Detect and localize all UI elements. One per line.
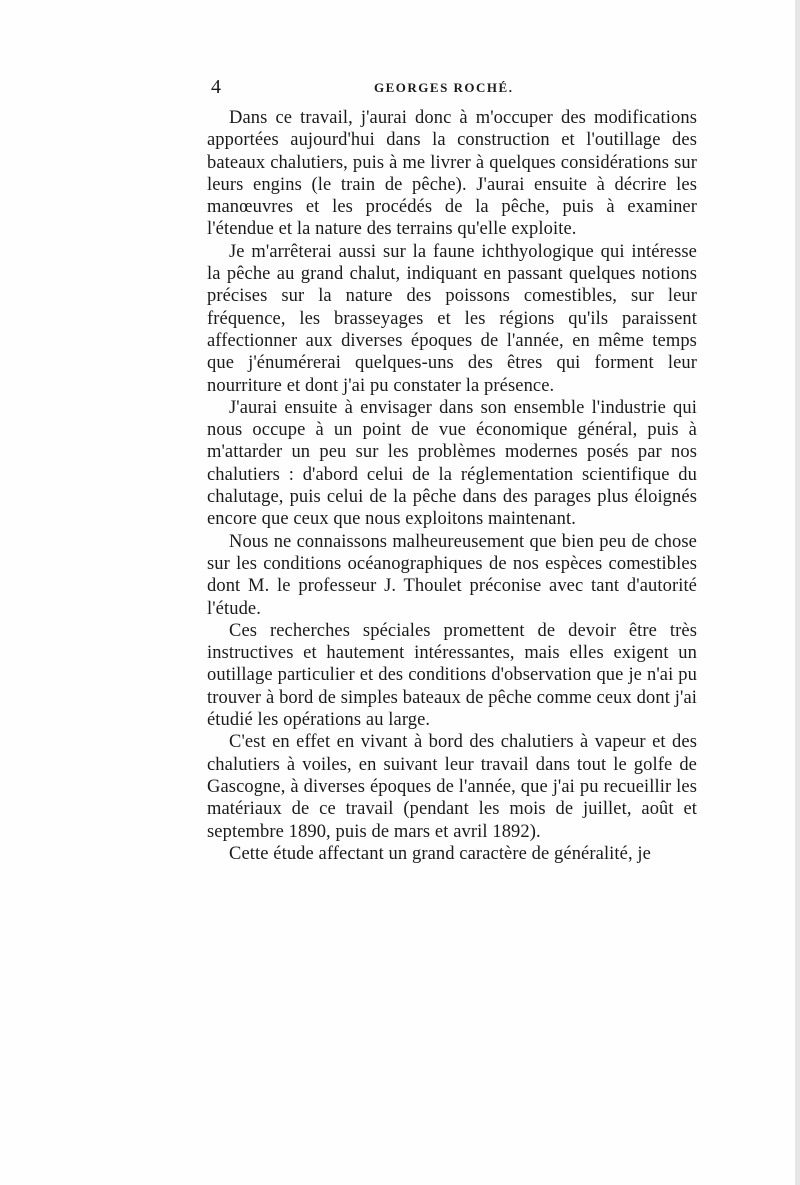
paragraph-4: Nous ne connaissons malheureusement que bien peu de chose sur les conditions océanographiques de nos espèces comestibles dont M. le professeur J. Thoulet préconise avec tant d'autorité l'étude. bbox=[207, 531, 697, 619]
paragraph-1: Dans ce travail, j'aurai donc à m'occuper des modifications apportées aujourd'hui dans la construction et l'outillage des bateaux chalutiers, puis à me livrer à quelques considérations sur leurs engins (le train de pêche). J'aurai ensuite à décrire les manœuvres et les procédés de la pêche, puis à examiner l'étendue et la nature des terrains qu'elle exploite. bbox=[207, 108, 697, 240]
paragraph-6: C'est en effet en vivant à bord des chalutiers à vapeur et des chalutiers à voiles, en suivant leur travail dans tout le golfe de Gascogne, à diverses époques de l'année, que j'ai pu recueillir les matériaux de ce travail (pendant les mois de juillet, août et septembre 1890, puis de mars et avril 1892). bbox=[207, 732, 697, 842]
page-header bbox=[207, 75, 707, 99]
paragraph-7: Cette étude affectant un grand caractère de généralité, je bbox=[229, 843, 651, 864]
paragraph-5: Ces recherches spéciales promettent de devoir être très instructives et hautement intéressantes, mais elles exigent un outillage particulier et des conditions d'observation que je n'ai pu trouver à bord de simples bateaux de pêche comme ceux dont j'ai étudié les opérations au large. bbox=[207, 620, 697, 731]
page-edge-shadow bbox=[795, 0, 800, 1185]
paragraph-2: Je m'arrêterai aussi sur la faune ichthyologique qui intéresse la pêche au grand chalut, indiquant en passant quelques notions précises sur la nature des poissons comestibles, sur leur fréquence, les brasseyages et les régions qu'ils paraissent affectionner aux diverses époques de l'année, en même temps que j'énumérerai quelques-uns des êtres qui forment leur nourriture et dont j'ai pu constater la présence. bbox=[207, 241, 697, 396]
paragraph-3: J'aurai ensuite à envisager dans son ensemble l'industrie qui nous occupe à un point de vue économique général, puis à m'attarder un peu sur les problèmes modernes posés par nos chalutiers : d'abord celui de la réglementation scientifique du chalutage, puis celui de la pêche dans des parages plus éloignés encore que ceux que nous exploitons maintenant. bbox=[207, 397, 697, 530]
page-number: 4 bbox=[211, 76, 221, 98]
body-text bbox=[207, 107, 697, 865]
running-head: GEORGES ROCHÉ. bbox=[374, 80, 514, 95]
